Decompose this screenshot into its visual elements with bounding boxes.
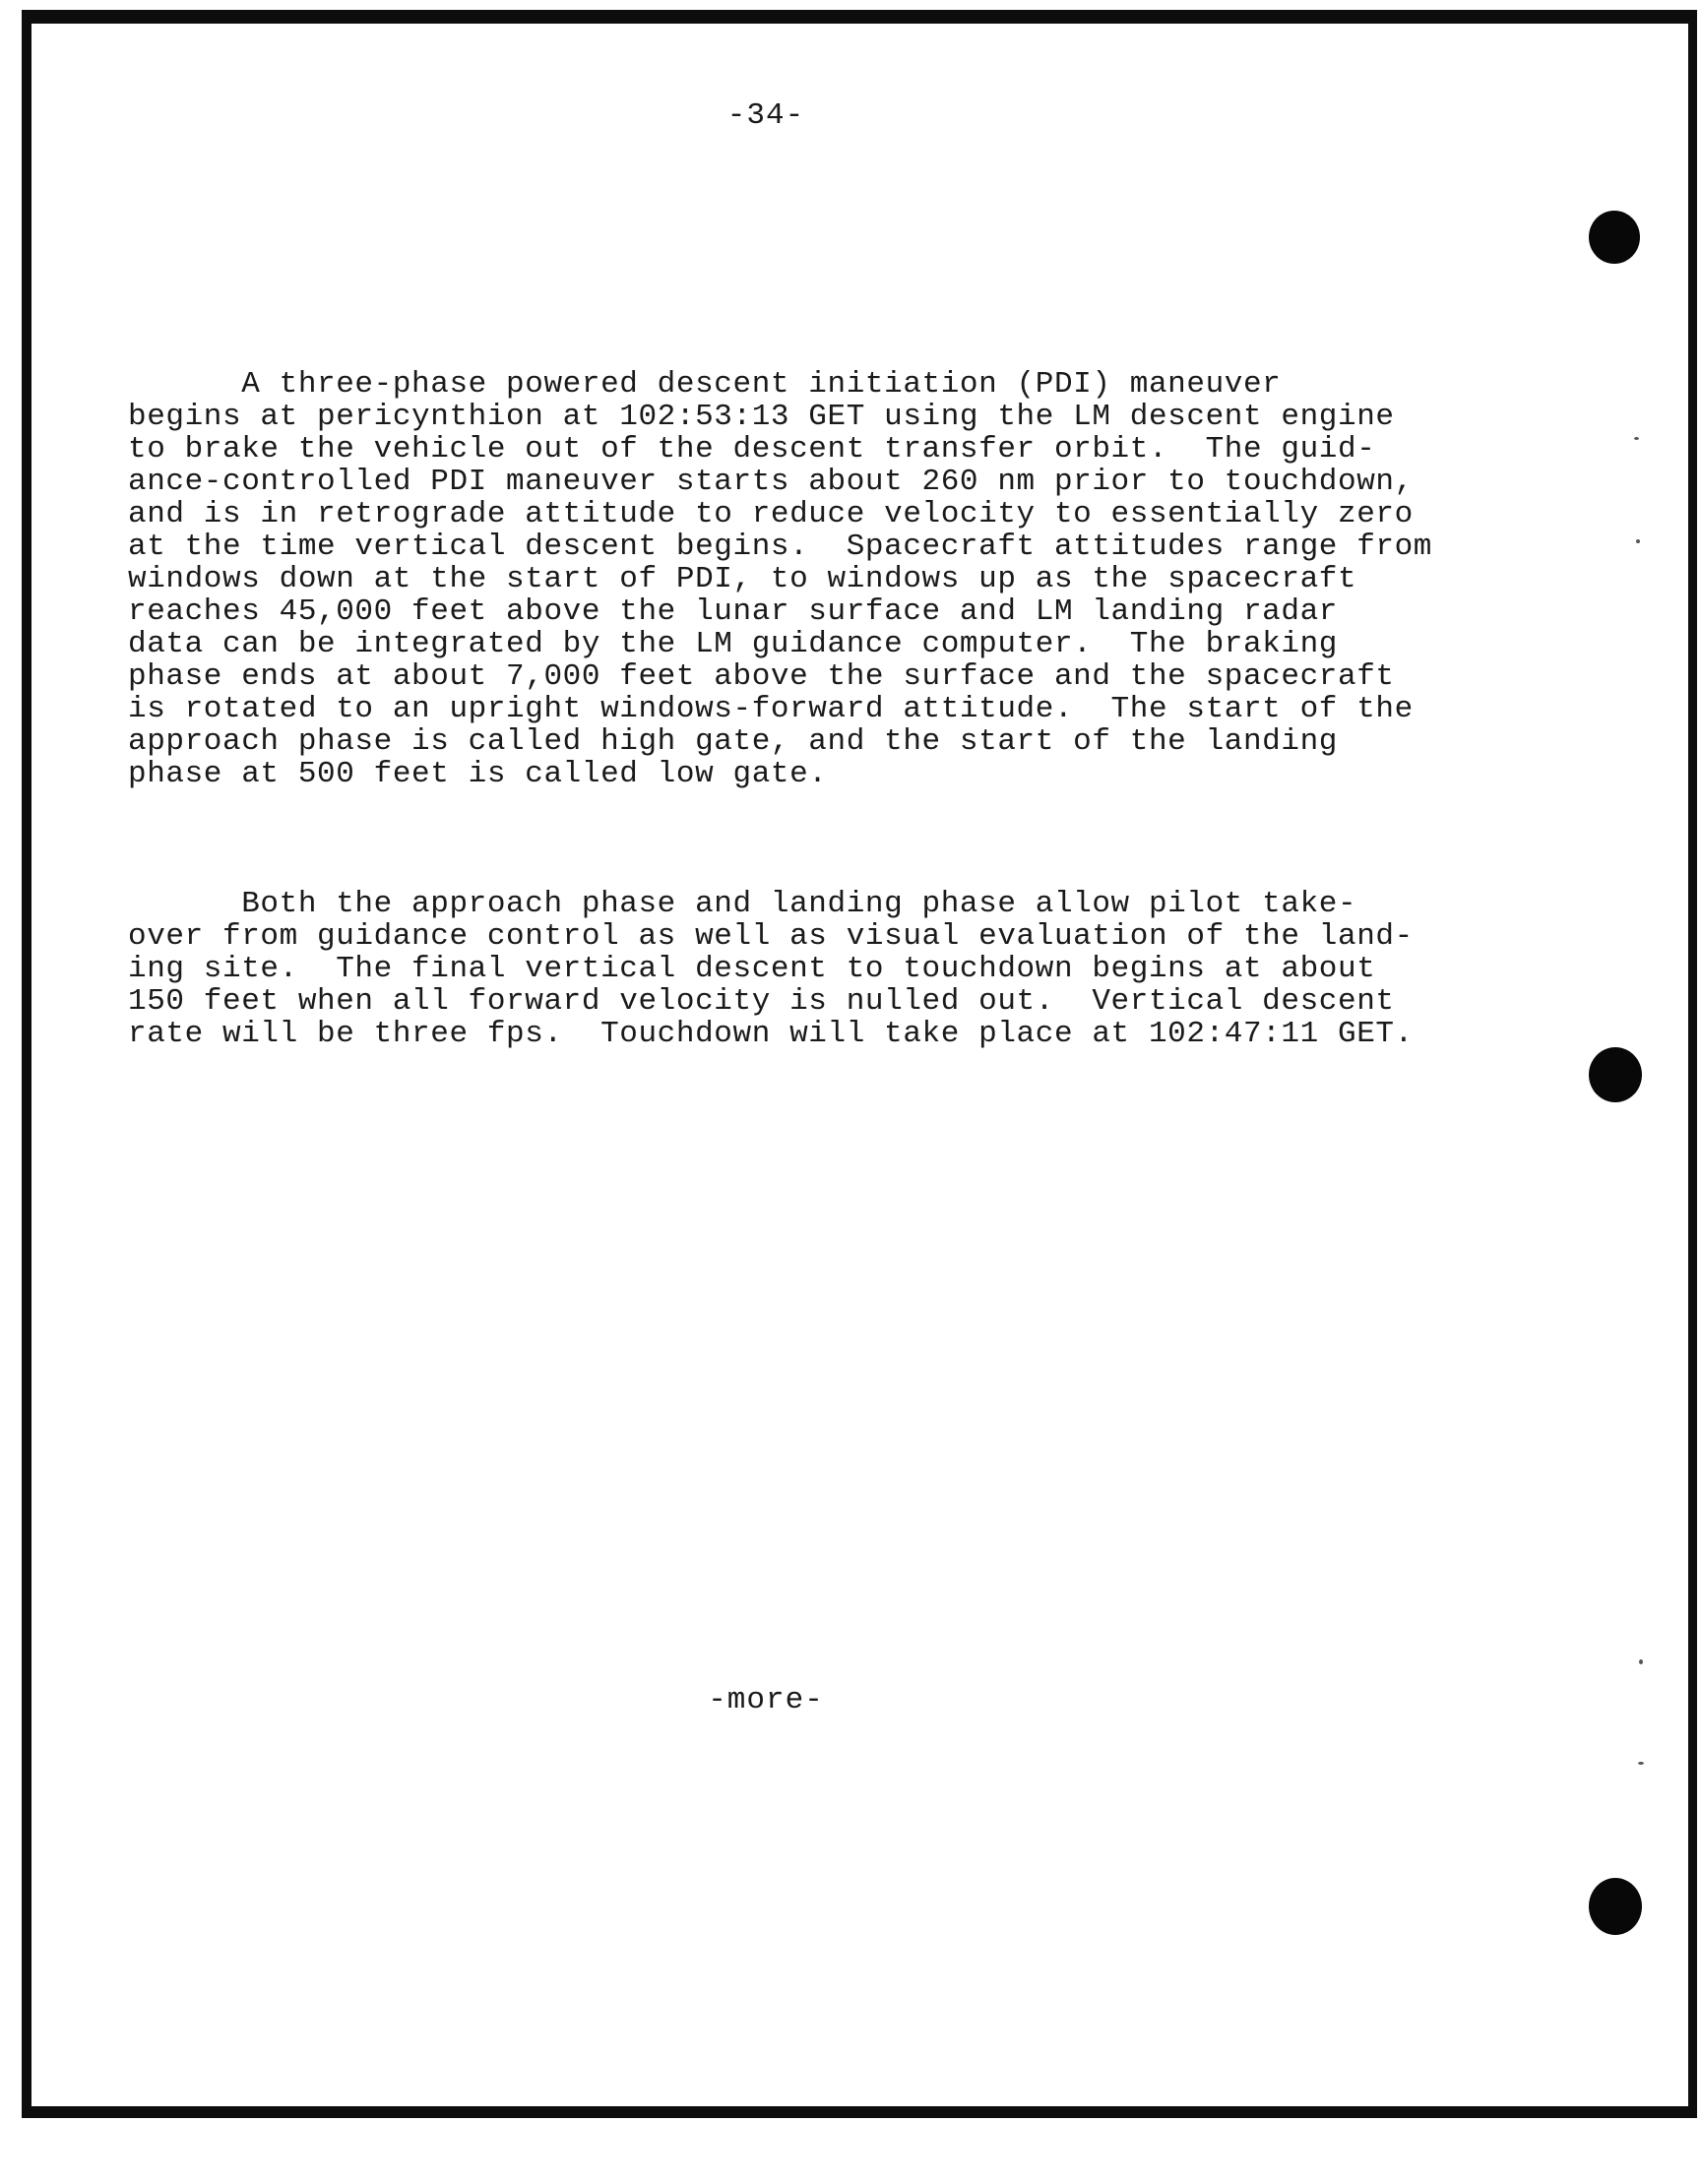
paragraph-pdi-maneuver: A three-phase powered descent initiation (PDI) maneuver begins at pericynthion at 102:53:13 GET using the LM descent engine to brake the vehicle out of the descent transfer orbit. The guid- ance-controlled PDI maneuver starts about 260 nm prior to touchdown, and is in retrograde attitude to reduce velocity to essentially zero at the time vertical descent begins. Spacecraft attitudes range from windows down at the start of PDI, to windows up as the spacecraft reaches 45,000 feet above the lunar surface and LM landing radar data can be integrated by the LM guidance computer. The braking phase ends at about 7,000 feet above the surface and the spacecraft is rotated to an upright windows-forward attitude. The start of the approach phase is called high gate, and the start of the landing phase at 500 feet is called low gate. (128, 367, 1433, 791)
paragraph-approach-landing: Both the approach phase and landing phase allow pilot take- over from guidance control as well as visual evaluation of the land- ing site. The final vertical descent to touchdown begins at about 150 feet when all forward velocity is nulled out. Vertical descent rate will be three fps. Touchdown will take place at 102:47:11 GET. (128, 887, 1414, 1051)
page-number: -34- (726, 98, 805, 133)
punch-hole-top (1589, 211, 1640, 264)
punch-hole-bottom (1589, 1878, 1642, 1935)
scan-speck (1639, 1659, 1643, 1664)
scan-speck (1634, 437, 1639, 440)
scan-speck (1636, 539, 1640, 543)
continuation-marker: -more- (708, 1683, 824, 1717)
punch-hole-middle (1589, 1047, 1642, 1102)
scan-speck (1638, 1762, 1644, 1765)
body-text (128, 303, 1506, 1083)
